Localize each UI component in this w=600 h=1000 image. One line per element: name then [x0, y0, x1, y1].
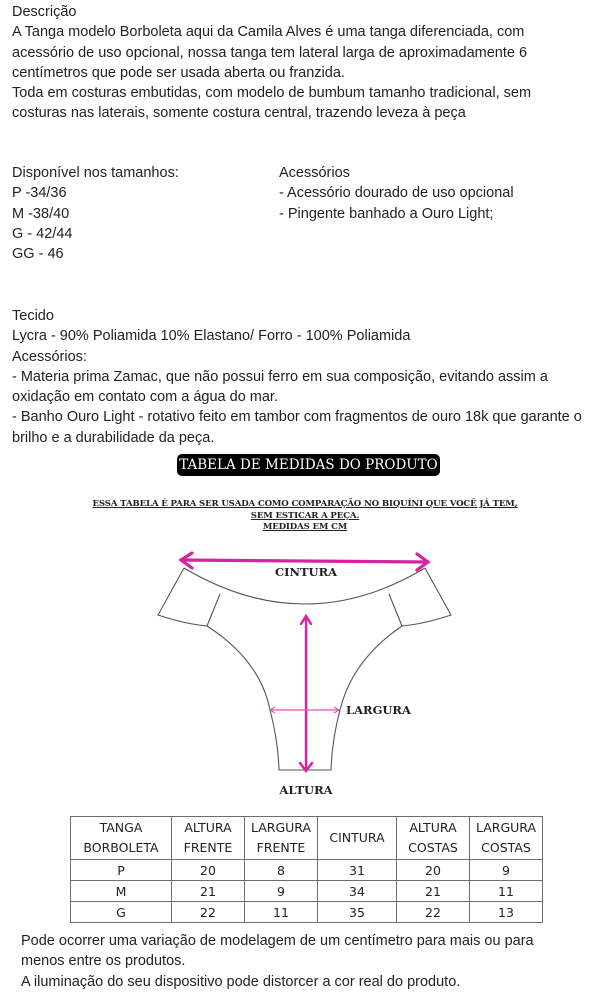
- header-front-width: LARGURA FRENTE: [245, 817, 318, 860]
- header-waist: CINTURA: [318, 817, 397, 860]
- fabric-accessory-line: oxidação em contato com a água do mar.: [12, 389, 278, 406]
- fabric-accessory-line: brilho e a durabilidade da peça.: [12, 429, 215, 446]
- header-back-height: ALTURA COSTAS: [397, 817, 470, 860]
- notice-line: SEM ESTICAR A PEÇA.: [250, 510, 360, 521]
- available-sizes: [12, 163, 272, 264]
- value-cell: 22: [397, 902, 470, 923]
- width-label: LARGURA: [346, 703, 411, 717]
- size-cell: P: [71, 860, 172, 881]
- size-item: M -38/40: [12, 205, 70, 222]
- fabric-composition: Lycra - 90% Poliamida 10% Elastano/ Forro - 100% Poliamida: [12, 328, 411, 345]
- description-line: Toda em costuras embutidas, com modelo de bumbum tamanho tradicional, sem: [12, 85, 532, 102]
- accessories-heading: Acessórios: [279, 165, 350, 181]
- description-line: costuras nas laterais, somente costura central, trazendo leveza à peça: [12, 105, 466, 122]
- accessories-section: [279, 163, 589, 224]
- value-cell: 21: [172, 881, 245, 902]
- footer-line: A iluminação do seu dispositivo pode distorcer a cor real do produto.: [21, 973, 461, 990]
- right-side-panel: [389, 568, 451, 626]
- fabric-heading: Tecido: [12, 308, 54, 324]
- header-back-width: LARGURA COSTAS: [470, 817, 543, 860]
- description-section: [12, 2, 597, 124]
- height-arrow: [300, 616, 312, 771]
- header-front-height: ALTURA FRENTE: [172, 817, 245, 860]
- header-model: TANGA BORBOLETA: [71, 817, 172, 860]
- value-cell: 20: [172, 860, 245, 881]
- waist-label: CINTURA: [274, 565, 338, 579]
- value-cell: 11: [470, 881, 543, 902]
- table-row: [71, 881, 543, 902]
- table-row: [71, 902, 543, 923]
- value-cell: 13: [470, 902, 543, 923]
- sizes-heading: Disponível nos tamanhos:: [12, 165, 179, 181]
- accessory-item: - Acessório dourado de uso opcional: [279, 185, 514, 202]
- notice-line: MEDIDAS EM CM: [262, 522, 348, 532]
- size-cell: M: [71, 881, 172, 902]
- size-cell: G: [71, 902, 172, 923]
- width-arrow: [270, 707, 339, 713]
- size-item: GG - 46: [12, 246, 64, 263]
- fabric-accessory-line: - Banho Ouro Light - rotativo feito em tambor com fragmentos de ouro 18k que garante o: [12, 409, 582, 426]
- accessory-item: - Pingente banhado a Ouro Light;: [279, 205, 494, 222]
- size-item: G - 42/44: [12, 225, 73, 242]
- measurement-table-banner: TABELA DE MEDIDAS DO PRODUTO: [177, 454, 440, 476]
- value-cell: 21: [397, 881, 470, 902]
- size-item: P -34/36: [12, 185, 67, 202]
- value-cell: 11: [245, 902, 318, 923]
- footer-line: menos entre os produtos.: [21, 953, 186, 970]
- description-line: centímetros que pode ser usada aberta ou franzida.: [12, 64, 345, 81]
- fabric-section: [12, 306, 597, 448]
- fabric-accessories-heading: Acessórios:: [12, 348, 87, 365]
- notice-line: ESSA TABELA É PARA SER USADA COMO COMPARAÇÃO NO BIQUÍNI QUE VOCÊ JÁ TEM,: [92, 499, 518, 509]
- height-label: ALTURA: [279, 783, 333, 797]
- measurement-notice: [60, 499, 550, 534]
- value-cell: 9: [245, 881, 318, 902]
- value-cell: 22: [172, 902, 245, 923]
- left-side-panel: [158, 568, 220, 626]
- table-header-row: [71, 817, 543, 860]
- bikini-outline: [158, 568, 451, 770]
- table-row: [71, 860, 543, 881]
- fabric-accessory-line: - Materia prima Zamac, que não possui ferro em sua composição, evitando assim a: [12, 368, 548, 385]
- value-cell: 8: [245, 860, 318, 881]
- leg-openings: [207, 626, 402, 770]
- value-cell: 31: [318, 860, 397, 881]
- value-cell: 34: [318, 881, 397, 902]
- footer-notes: [21, 931, 596, 992]
- size-measurement-table: [70, 816, 543, 923]
- description-heading: Descrição: [12, 4, 77, 20]
- bikini-measurement-diagram: [140, 540, 470, 805]
- description-line: acessório de uso opcional, nossa tanga tem lateral larga de aproximadamente 6: [12, 44, 528, 61]
- description-line: A Tanga modelo Borboleta aqui da Camila Alves é uma tanga diferenciada, com: [12, 24, 525, 41]
- value-cell: 9: [470, 860, 543, 881]
- value-cell: 20: [397, 860, 470, 881]
- footer-line: Pode ocorrer uma variação de modelagem de um centímetro para mais ou para: [21, 933, 534, 949]
- value-cell: 35: [318, 902, 397, 923]
